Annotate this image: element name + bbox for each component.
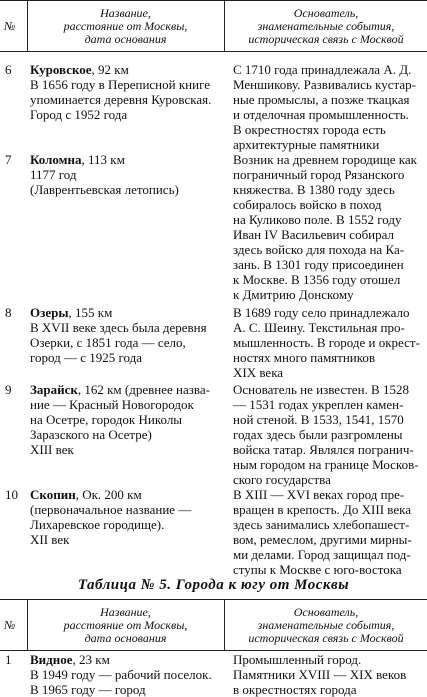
row-number: 10 (5, 487, 18, 502)
city-cell (30, 152, 213, 197)
row-number: 8 (5, 305, 12, 320)
city-info: , 113 км 1177 год (Лаврентьевская летопись) (30, 152, 179, 197)
header-founder-column: Основатель, знаменательные события, историческая связь с Москвой (248, 5, 404, 46)
city-name: Куровское (30, 62, 92, 77)
table-title: Таблица № 5. Города к югу от Москвы (77, 577, 350, 593)
city-name: Озеры (30, 305, 69, 320)
history-cell: С 1710 года принадлежала А. Д. Меншикову. Развивались кустар- ные промыслы, а позже ткацкая и отделочная промышленность. В окрестностях города есть архитектурные памятники (233, 62, 416, 152)
header-founder-column: Основатель, знаменательные события, историческая связь с Москвой (248, 604, 404, 645)
city-cell (30, 62, 213, 122)
city-name: Видное (30, 652, 73, 667)
row-number: 9 (5, 382, 12, 397)
city-info: , 23 км В 1949 году — рабочий поселок. В 1965 году — город (30, 652, 212, 697)
header-name-column: Название, расстояние от Москвы, дата основания (63, 5, 188, 46)
city-cell (30, 652, 213, 697)
header-number: № (4, 618, 16, 632)
history-cell: Возник на древнем городище как пограничный город Рязанского княжества. В 1380 году здесь собиралось войско в поход на Куликово поле. В 1552 году Иван IV Васильевич собирал здесь войско для похода на Ка- зань. В 1301 году присоединен к Москве. В 1356 году отошел к Дмитрию Донскому (233, 152, 417, 302)
table-header (0, 599, 427, 651)
row-number: 1 (5, 652, 12, 667)
city-name: Коломна (30, 152, 82, 167)
history-cell: В 1689 году село принадлежало А. С. Шеину. Текстильная про- мышленность. В городе и окрест- ностях много памятников XIX века (233, 305, 420, 380)
header-number: № (4, 19, 16, 33)
city-name: Зарайск (30, 382, 78, 397)
city-info: , 162 км (древнее назва- ние — Красный Новогородок на Осетре, городок Николы Заразского на Осетре) XIII век (30, 382, 210, 457)
table-header (0, 0, 427, 52)
history-cell: Основатель не известен. В 1528 — 1531 годах укреплен камен- ной стеной. В 1533, 1541, 1570 годах здесь были разгромлены войска татар. Являлся погранич- ным городом на границе Москов- ского государства (233, 382, 419, 487)
history-cell: Промышленный город. Памятники XVIII — XIX веков в окрестностях города (233, 652, 407, 697)
city-info: , 92 км В 1656 году в Переписной книге упоминается деревня Куровская. Город с 1952 года (30, 62, 212, 122)
header-name-column: Название, расстояние от Москвы, дата основания (63, 604, 188, 645)
row-number: 6 (5, 62, 12, 77)
history-cell: В XIII — XVI веках город пре- вращен в крепость. До XIII века здесь занимались хлебопашест- вом, ремеслом, другими мирны- ми делами. Город защищал под- ступы к Москве с юго-востока (233, 487, 412, 577)
city-cell (30, 305, 213, 365)
city-cell (30, 487, 213, 547)
row-number: 7 (5, 152, 12, 167)
city-info: , Ок. 200 км (первоначальное название — Лихаревское городище). XII век (30, 487, 192, 547)
city-cell (30, 382, 213, 457)
city-name: Скопин (30, 487, 76, 502)
city-info: , 155 км В XVII веке здесь была деревня Озерки, с 1851 года — село, город — с 1925 года (30, 305, 207, 365)
